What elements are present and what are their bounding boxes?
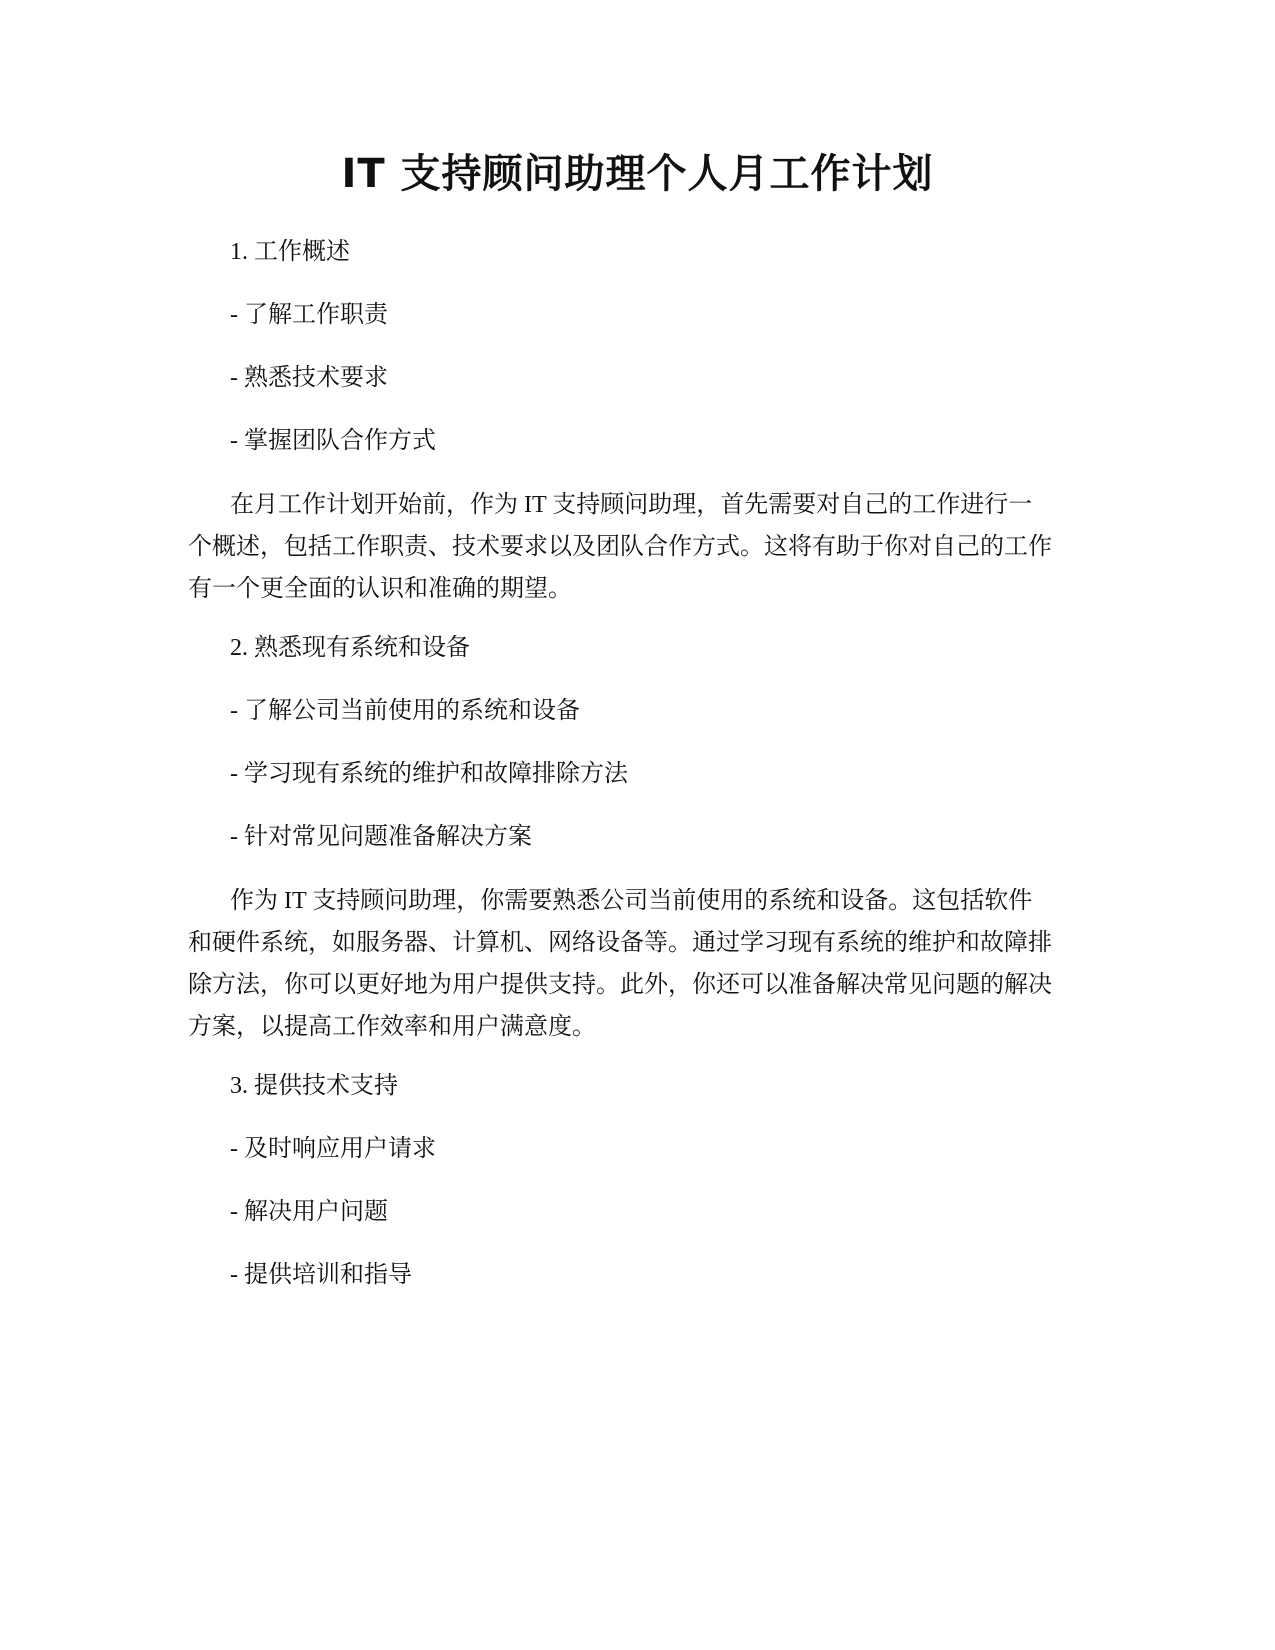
page-title: IT 支持顾问助理个人月工作计划 [341,151,934,197]
list-item: - 解决用户问题 [230,1199,388,1225]
list-item: - 学习现有系统的维护和故障排除方法 [230,761,628,787]
list-item: - 提供培训和指导 [230,1262,412,1288]
list-item: - 了解公司当前使用的系统和设备 [230,698,580,724]
section-heading: 3. 提供技术支持 [230,1073,398,1099]
list-item: - 熟悉技术要求 [230,365,388,391]
paragraph-line: 方案，以提高工作效率和用户满意度。 [188,1014,596,1040]
paragraph-line: 和硬件系统，如服务器、计算机、网络设备等。通过学习现有系统的维护和故障排 [188,930,1052,956]
list-item: - 了解工作职责 [230,302,388,328]
section-heading: 2. 熟悉现有系统和设备 [230,635,470,661]
list-item: - 及时响应用户请求 [230,1136,436,1162]
paragraph-line: 有一个更全面的认识和准确的期望。 [188,576,572,602]
list-item: - 针对常见问题准备解决方案 [230,824,532,850]
paragraph-line: 在月工作计划开始前，作为 IT 支持顾问助理，首先需要对自己的工作进行一 [230,492,1033,518]
section-paragraph [188,484,1088,610]
list-item: - 掌握团队合作方式 [230,428,436,454]
section-heading: 1. 工作概述 [230,239,350,265]
section-paragraph [188,880,1088,1048]
paragraph-line: 除方法，你可以更好地为用户提供支持。此外，你还可以准备解决常见问题的解决 [188,972,1052,998]
paragraph-line: 个概述，包括工作职责、技术要求以及团队合作方式。这将有助于你对自己的工作 [188,534,1052,560]
paragraph-line: 作为 IT 支持顾问助理，你需要熟悉公司当前使用的系统和设备。这包括软件 [230,888,1033,914]
